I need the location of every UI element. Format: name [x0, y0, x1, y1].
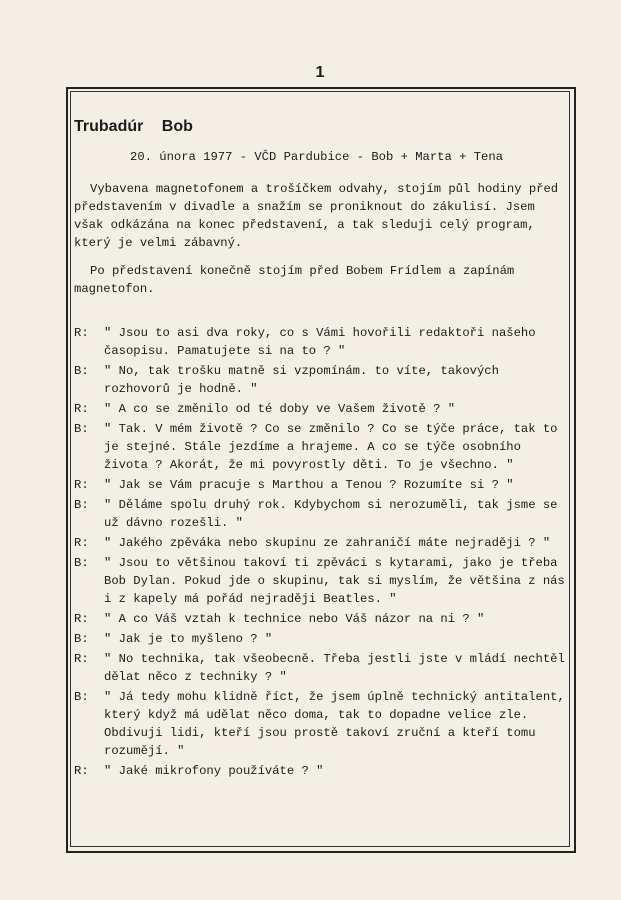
dialog-text: " Tak. V mém životě ? Co se změnilo ? Co se týče práce, tak to je stejné. Stále jezdíme a hrajeme. A co se týče osobního života ? Akorát, že mi povyrostly děti. To je všechno. ": [104, 422, 558, 472]
speaker-label: B:: [74, 364, 89, 378]
speaker-label: R:: [74, 326, 89, 340]
article: [74, 118, 568, 782]
dialog-text: " Jak se Vám pracuje s Marthou a Tenou ? Rozumíte si ? ": [104, 478, 514, 492]
speaker-label: R:: [74, 536, 89, 550]
page-number: 1: [315, 64, 325, 81]
interview-dialog: [74, 324, 568, 780]
dialog-text: " No technika, tak všeobecně. Třeba jestli jste v mládí nechtěl dělat něco z techniky ? ": [104, 652, 565, 684]
dialog-line: [74, 362, 568, 398]
dialog-line: [74, 610, 568, 628]
dialog-text: " Jsou to asi dva roky, co s Vámi hovořili redaktoři našeho časopisu. Pamatujete si na to ? ": [104, 326, 536, 358]
speaker-label: B:: [74, 422, 89, 436]
article-subtitle: 20. února 1977 - VČD Pardubice - Bob + Marta + Tena: [130, 150, 503, 164]
dialog-line: [74, 688, 568, 760]
dialog-text: " Děláme spolu druhý rok. Kdybychom si nerozuměli, tak jsme se už dávno rozešli. ": [104, 498, 558, 530]
dialog-text: " Jsou to většinou takoví ti zpěváci s kytarami, jako je třeba Bob Dylan. Pokud jde o skupinu, tak si myslím, že většina z nás i z kapely má pořád nejraději Beatles. ": [104, 556, 565, 606]
speaker-label: B:: [74, 556, 89, 570]
dialog-text: " A co Váš vztah k technice nebo Váš názor na ni ? ": [104, 612, 485, 626]
dialog-text: " Jakého zpěváka nebo skupinu ze zahraničí máte nejraději ? ": [104, 536, 551, 550]
dialog-line: [74, 554, 568, 608]
dialog-line: [74, 476, 568, 494]
dialog-text: " A co se změnilo od té doby ve Vašem životě ? ": [104, 402, 456, 416]
dialog-line: [74, 630, 568, 648]
speaker-label: R:: [74, 764, 89, 778]
dialog-line: [74, 534, 568, 552]
dialog-text: " Jaké mikrofony používáte ? ": [104, 764, 324, 778]
speaker-label: B:: [74, 498, 89, 512]
dialog-line: [74, 324, 568, 360]
dialog-line: [74, 496, 568, 532]
intro-paragraph: Po představení konečně stojím před Bobem Frídlem a zapínám magnetofon.: [74, 264, 515, 296]
speaker-label: R:: [74, 612, 89, 626]
speaker-label: B:: [74, 690, 89, 704]
dialog-line: [74, 762, 568, 780]
dialog-line: [74, 420, 568, 474]
intro-paragraph: Vybavena magnetofonem a trošíčkem odvahy, stojím půl hodiny před představením v divadle a snažím se proniknout do zákulisí. Jsem však odkázána na konec představení, a tak sleduji celý program, který je velmi zábavný.: [74, 182, 559, 250]
article-title: Trubadúr Bob: [74, 118, 193, 135]
speaker-label: R:: [74, 652, 89, 666]
dialog-text: " Jak je to myšleno ? ": [104, 632, 273, 646]
dialog-text: " No, tak trošku matně si vzpomínám. to víte, takových rozhovorů je hodně. ": [104, 364, 499, 396]
dialog-line: [74, 650, 568, 686]
dialog-text: " Já tedy mohu klidně říct, že jsem úplně technický antitalent, který když má udělat něco doma, tak to dopadne velice zle. Obdivuji lidi, kteří jsou prostě takoví zruční a kteří tomu rozumějí. ": [104, 690, 565, 758]
speaker-label: B:: [74, 632, 89, 646]
speaker-label: R:: [74, 402, 89, 416]
dialog-line: [74, 400, 568, 418]
speaker-label: R:: [74, 478, 89, 492]
